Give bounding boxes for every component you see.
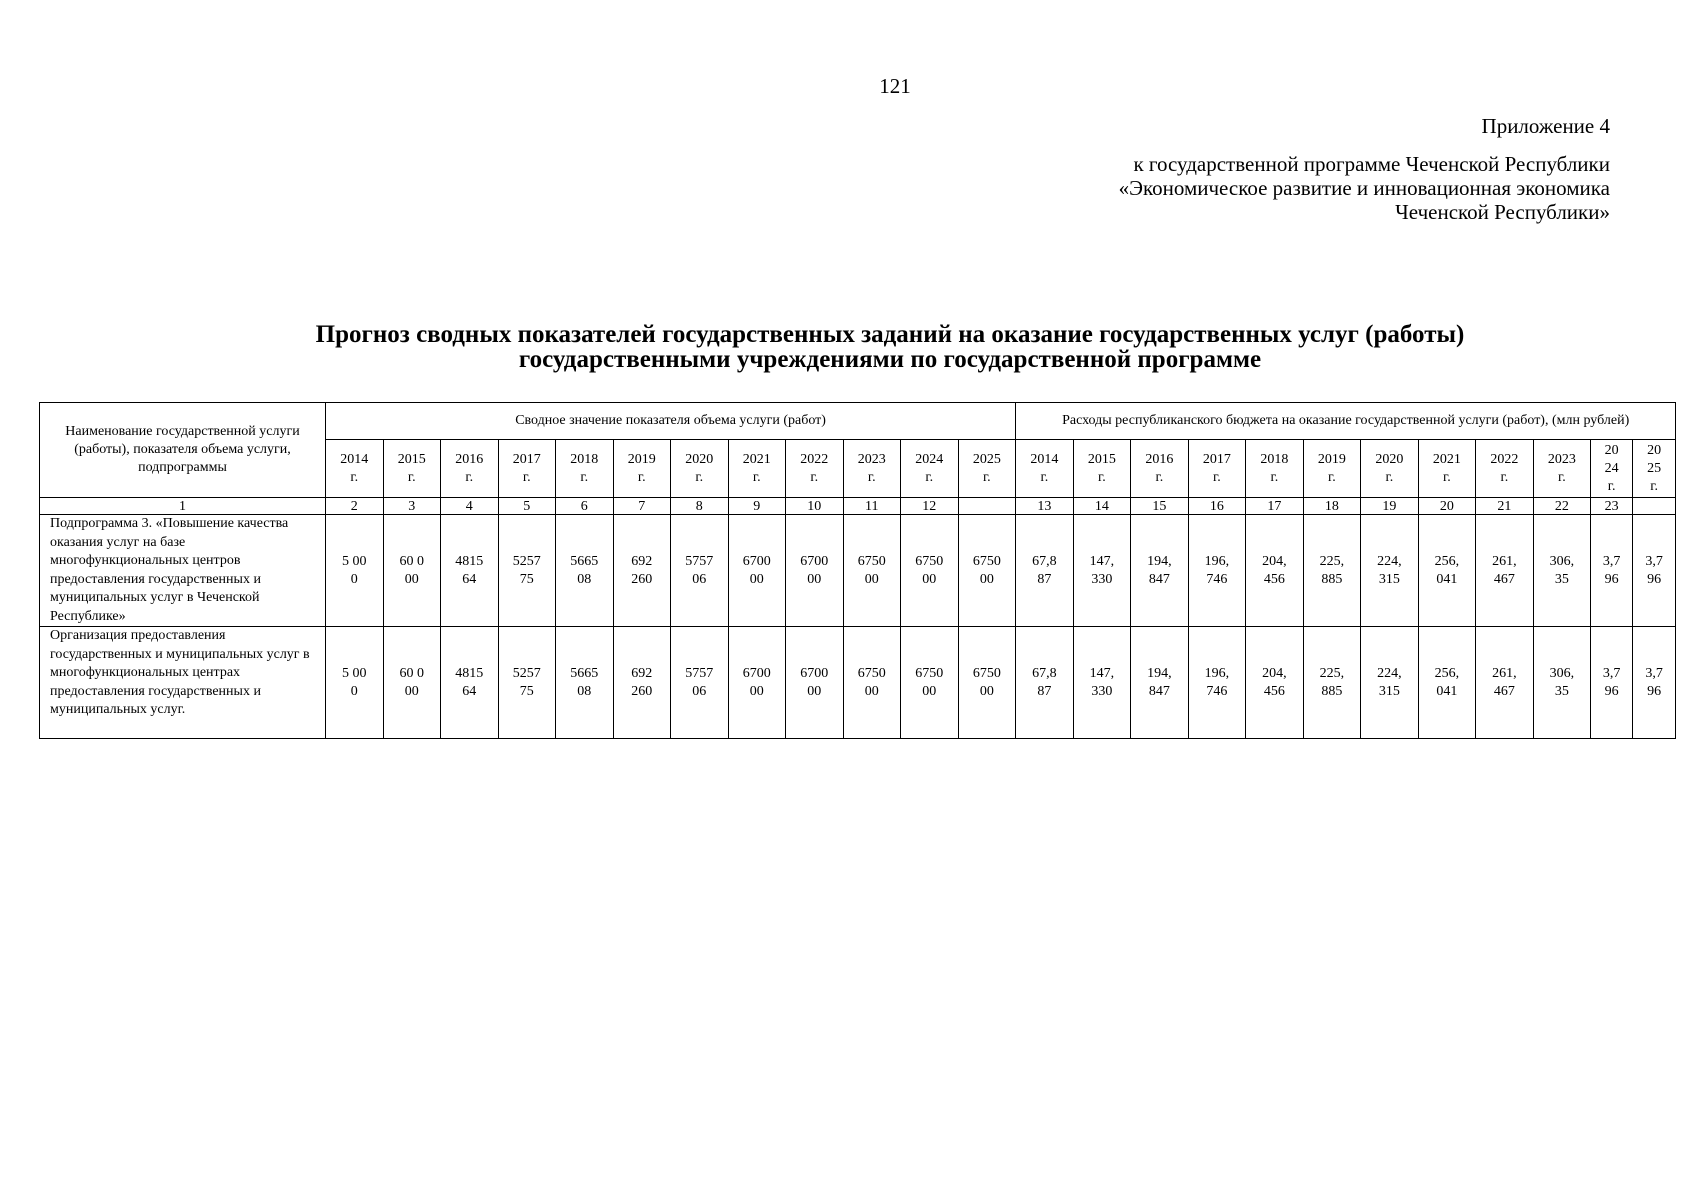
expense-year-header: 2020 г. bbox=[1361, 440, 1419, 498]
column-number: 21 bbox=[1476, 498, 1534, 515]
column-number: 1 bbox=[40, 498, 326, 515]
volume-year-header: 2025 г. bbox=[958, 440, 1016, 498]
column-number: 20 bbox=[1418, 498, 1476, 515]
expense-year-header: 20 24 г. bbox=[1591, 440, 1633, 498]
expense-year-header: 2021 г. bbox=[1418, 440, 1476, 498]
page-number: 121 bbox=[879, 74, 911, 98]
column-number bbox=[958, 498, 1016, 515]
volume-year-header: 2019 г. bbox=[613, 440, 671, 498]
expense-value: 67,8 87 bbox=[1016, 627, 1074, 739]
expense-year-header: 2022 г. bbox=[1476, 440, 1534, 498]
volume-year-header: 2022 г. bbox=[786, 440, 844, 498]
table-row bbox=[40, 627, 1676, 739]
appendix-reference bbox=[1119, 152, 1610, 224]
expense-value: 306, 35 bbox=[1533, 627, 1591, 739]
column-number: 2 bbox=[326, 498, 384, 515]
volume-year-header: 2020 г. bbox=[671, 440, 729, 498]
column-number: 6 bbox=[556, 498, 614, 515]
title-line-2: государственными учреждениями по государственной программе bbox=[518, 346, 1262, 373]
expense-year-header: 2014 г. bbox=[1016, 440, 1074, 498]
expense-value: 196, 746 bbox=[1188, 515, 1246, 627]
volume-value: 6750 00 bbox=[901, 515, 959, 627]
expense-year-header: 2023 г. bbox=[1533, 440, 1591, 498]
volume-value: 60 0 00 bbox=[383, 515, 441, 627]
volume-year-header: 2021 г. bbox=[728, 440, 786, 498]
volume-value: 6750 00 bbox=[843, 627, 901, 739]
expense-value: 256, 041 bbox=[1418, 515, 1476, 627]
expense-value: 204, 456 bbox=[1246, 515, 1304, 627]
expense-year-header: 2019 г. bbox=[1303, 440, 1361, 498]
column-number: 3 bbox=[383, 498, 441, 515]
expense-value: 261, 467 bbox=[1476, 515, 1534, 627]
document-title bbox=[0, 322, 1697, 372]
expense-value: 256, 041 bbox=[1418, 627, 1476, 739]
column-number: 15 bbox=[1131, 498, 1189, 515]
expense-value: 67,8 87 bbox=[1016, 515, 1074, 627]
volume-year-header: 2024 г. bbox=[901, 440, 959, 498]
table-row bbox=[40, 515, 1676, 627]
volume-value: 6750 00 bbox=[958, 627, 1016, 739]
volume-value: 5257 75 bbox=[498, 515, 556, 627]
volume-value: 6700 00 bbox=[728, 627, 786, 739]
expense-value: 204, 456 bbox=[1246, 627, 1304, 739]
expense-value: 306, 35 bbox=[1533, 515, 1591, 627]
volume-value: 6700 00 bbox=[728, 515, 786, 627]
volume-value: 6750 00 bbox=[843, 515, 901, 627]
title-line-1: Прогноз сводных показателей государственных заданий на оказание государственных услуг (работы) bbox=[315, 321, 1465, 348]
header-name: Наименование государственной услуги (работы), показателя объема услуги, подпрограммы bbox=[40, 403, 326, 498]
column-number: 16 bbox=[1188, 498, 1246, 515]
column-number: 11 bbox=[843, 498, 901, 515]
expense-value: 147, 330 bbox=[1073, 627, 1131, 739]
volume-year-header: 2023 г. bbox=[843, 440, 901, 498]
expense-value: 3,7 96 bbox=[1633, 515, 1676, 627]
volume-year-header: 2014 г. bbox=[326, 440, 384, 498]
expense-value: 194, 847 bbox=[1131, 515, 1189, 627]
column-number: 10 bbox=[786, 498, 844, 515]
appendix-line-2: «Экономическое развитие и инновационная экономика bbox=[1118, 176, 1610, 200]
volume-value: 5665 08 bbox=[556, 515, 614, 627]
volume-value: 5665 08 bbox=[556, 627, 614, 739]
expense-value: 224, 315 bbox=[1361, 627, 1419, 739]
column-number: 23 bbox=[1591, 498, 1633, 515]
expense-value: 3,7 96 bbox=[1591, 515, 1633, 627]
expense-value: 224, 315 bbox=[1361, 515, 1419, 627]
volume-value: 5257 75 bbox=[498, 627, 556, 739]
column-number: 8 bbox=[671, 498, 729, 515]
expense-value: 196, 746 bbox=[1188, 627, 1246, 739]
volume-value: 4815 64 bbox=[441, 515, 499, 627]
volume-year-header: 2017 г. bbox=[498, 440, 556, 498]
column-number bbox=[1633, 498, 1676, 515]
column-number: 22 bbox=[1533, 498, 1591, 515]
column-number: 7 bbox=[613, 498, 671, 515]
indicators-table bbox=[39, 402, 1676, 739]
appendix-line-3: Чеченской Республики» bbox=[1395, 200, 1610, 224]
appendix-title: Приложение 4 bbox=[1481, 114, 1610, 138]
volume-value: 5 00 0 bbox=[326, 627, 384, 739]
volume-value: 60 0 00 bbox=[383, 627, 441, 739]
volume-value: 5757 06 bbox=[671, 515, 729, 627]
expense-value: 225, 885 bbox=[1303, 627, 1361, 739]
column-number: 18 bbox=[1303, 498, 1361, 515]
volume-year-header: 2018 г. bbox=[556, 440, 614, 498]
column-number: 12 bbox=[901, 498, 959, 515]
appendix-line-1: к государственной программе Чеченской Республики bbox=[1133, 152, 1610, 176]
column-number: 5 bbox=[498, 498, 556, 515]
header-expense: Расходы республиканского бюджета на оказание государственной услуги (работ), (млн рублей) bbox=[1016, 403, 1676, 440]
expense-year-header: 2017 г. bbox=[1188, 440, 1246, 498]
expense-year-header: 2015 г. bbox=[1073, 440, 1131, 498]
expense-value: 3,7 96 bbox=[1633, 627, 1676, 739]
volume-value: 5757 06 bbox=[671, 627, 729, 739]
expense-year-header: 20 25 г. bbox=[1633, 440, 1676, 498]
expense-value: 194, 847 bbox=[1131, 627, 1189, 739]
column-number: 19 bbox=[1361, 498, 1419, 515]
expense-value: 147, 330 bbox=[1073, 515, 1131, 627]
expense-year-header: 2018 г. bbox=[1246, 440, 1304, 498]
volume-value: 6700 00 bbox=[786, 627, 844, 739]
volume-value: 692 260 bbox=[613, 515, 671, 627]
expense-year-header: 2016 г. bbox=[1131, 440, 1189, 498]
header-volume: Сводное значение показателя объема услуги (работ) bbox=[326, 403, 1016, 440]
volume-value: 6750 00 bbox=[901, 627, 959, 739]
column-number: 13 bbox=[1016, 498, 1074, 515]
volume-value: 6750 00 bbox=[958, 515, 1016, 627]
volume-year-header: 2015 г. bbox=[383, 440, 441, 498]
row-name: Организация предоставления государственных и муниципальных услуг в многофункциональных центрах предоставления государственных и муниципальных услуг. bbox=[40, 627, 326, 739]
expense-value: 3,7 96 bbox=[1591, 627, 1633, 739]
column-number: 17 bbox=[1246, 498, 1304, 515]
volume-value: 692 260 bbox=[613, 627, 671, 739]
header-row-groups bbox=[40, 403, 1676, 440]
row-name: Подпрограмма 3. «Повышение качества оказания услуг на базе многофункциональных центров предоставления государственных и муниципальных услуг в Чеченской Республике» bbox=[40, 515, 326, 627]
expense-value: 225, 885 bbox=[1303, 515, 1361, 627]
volume-value: 5 00 0 bbox=[326, 515, 384, 627]
volume-value: 6700 00 bbox=[786, 515, 844, 627]
column-number: 9 bbox=[728, 498, 786, 515]
column-number: 4 bbox=[441, 498, 499, 515]
column-number: 14 bbox=[1073, 498, 1131, 515]
volume-year-header: 2016 г. bbox=[441, 440, 499, 498]
volume-value: 4815 64 bbox=[441, 627, 499, 739]
column-numbers-row bbox=[40, 498, 1676, 515]
expense-value: 261, 467 bbox=[1476, 627, 1534, 739]
